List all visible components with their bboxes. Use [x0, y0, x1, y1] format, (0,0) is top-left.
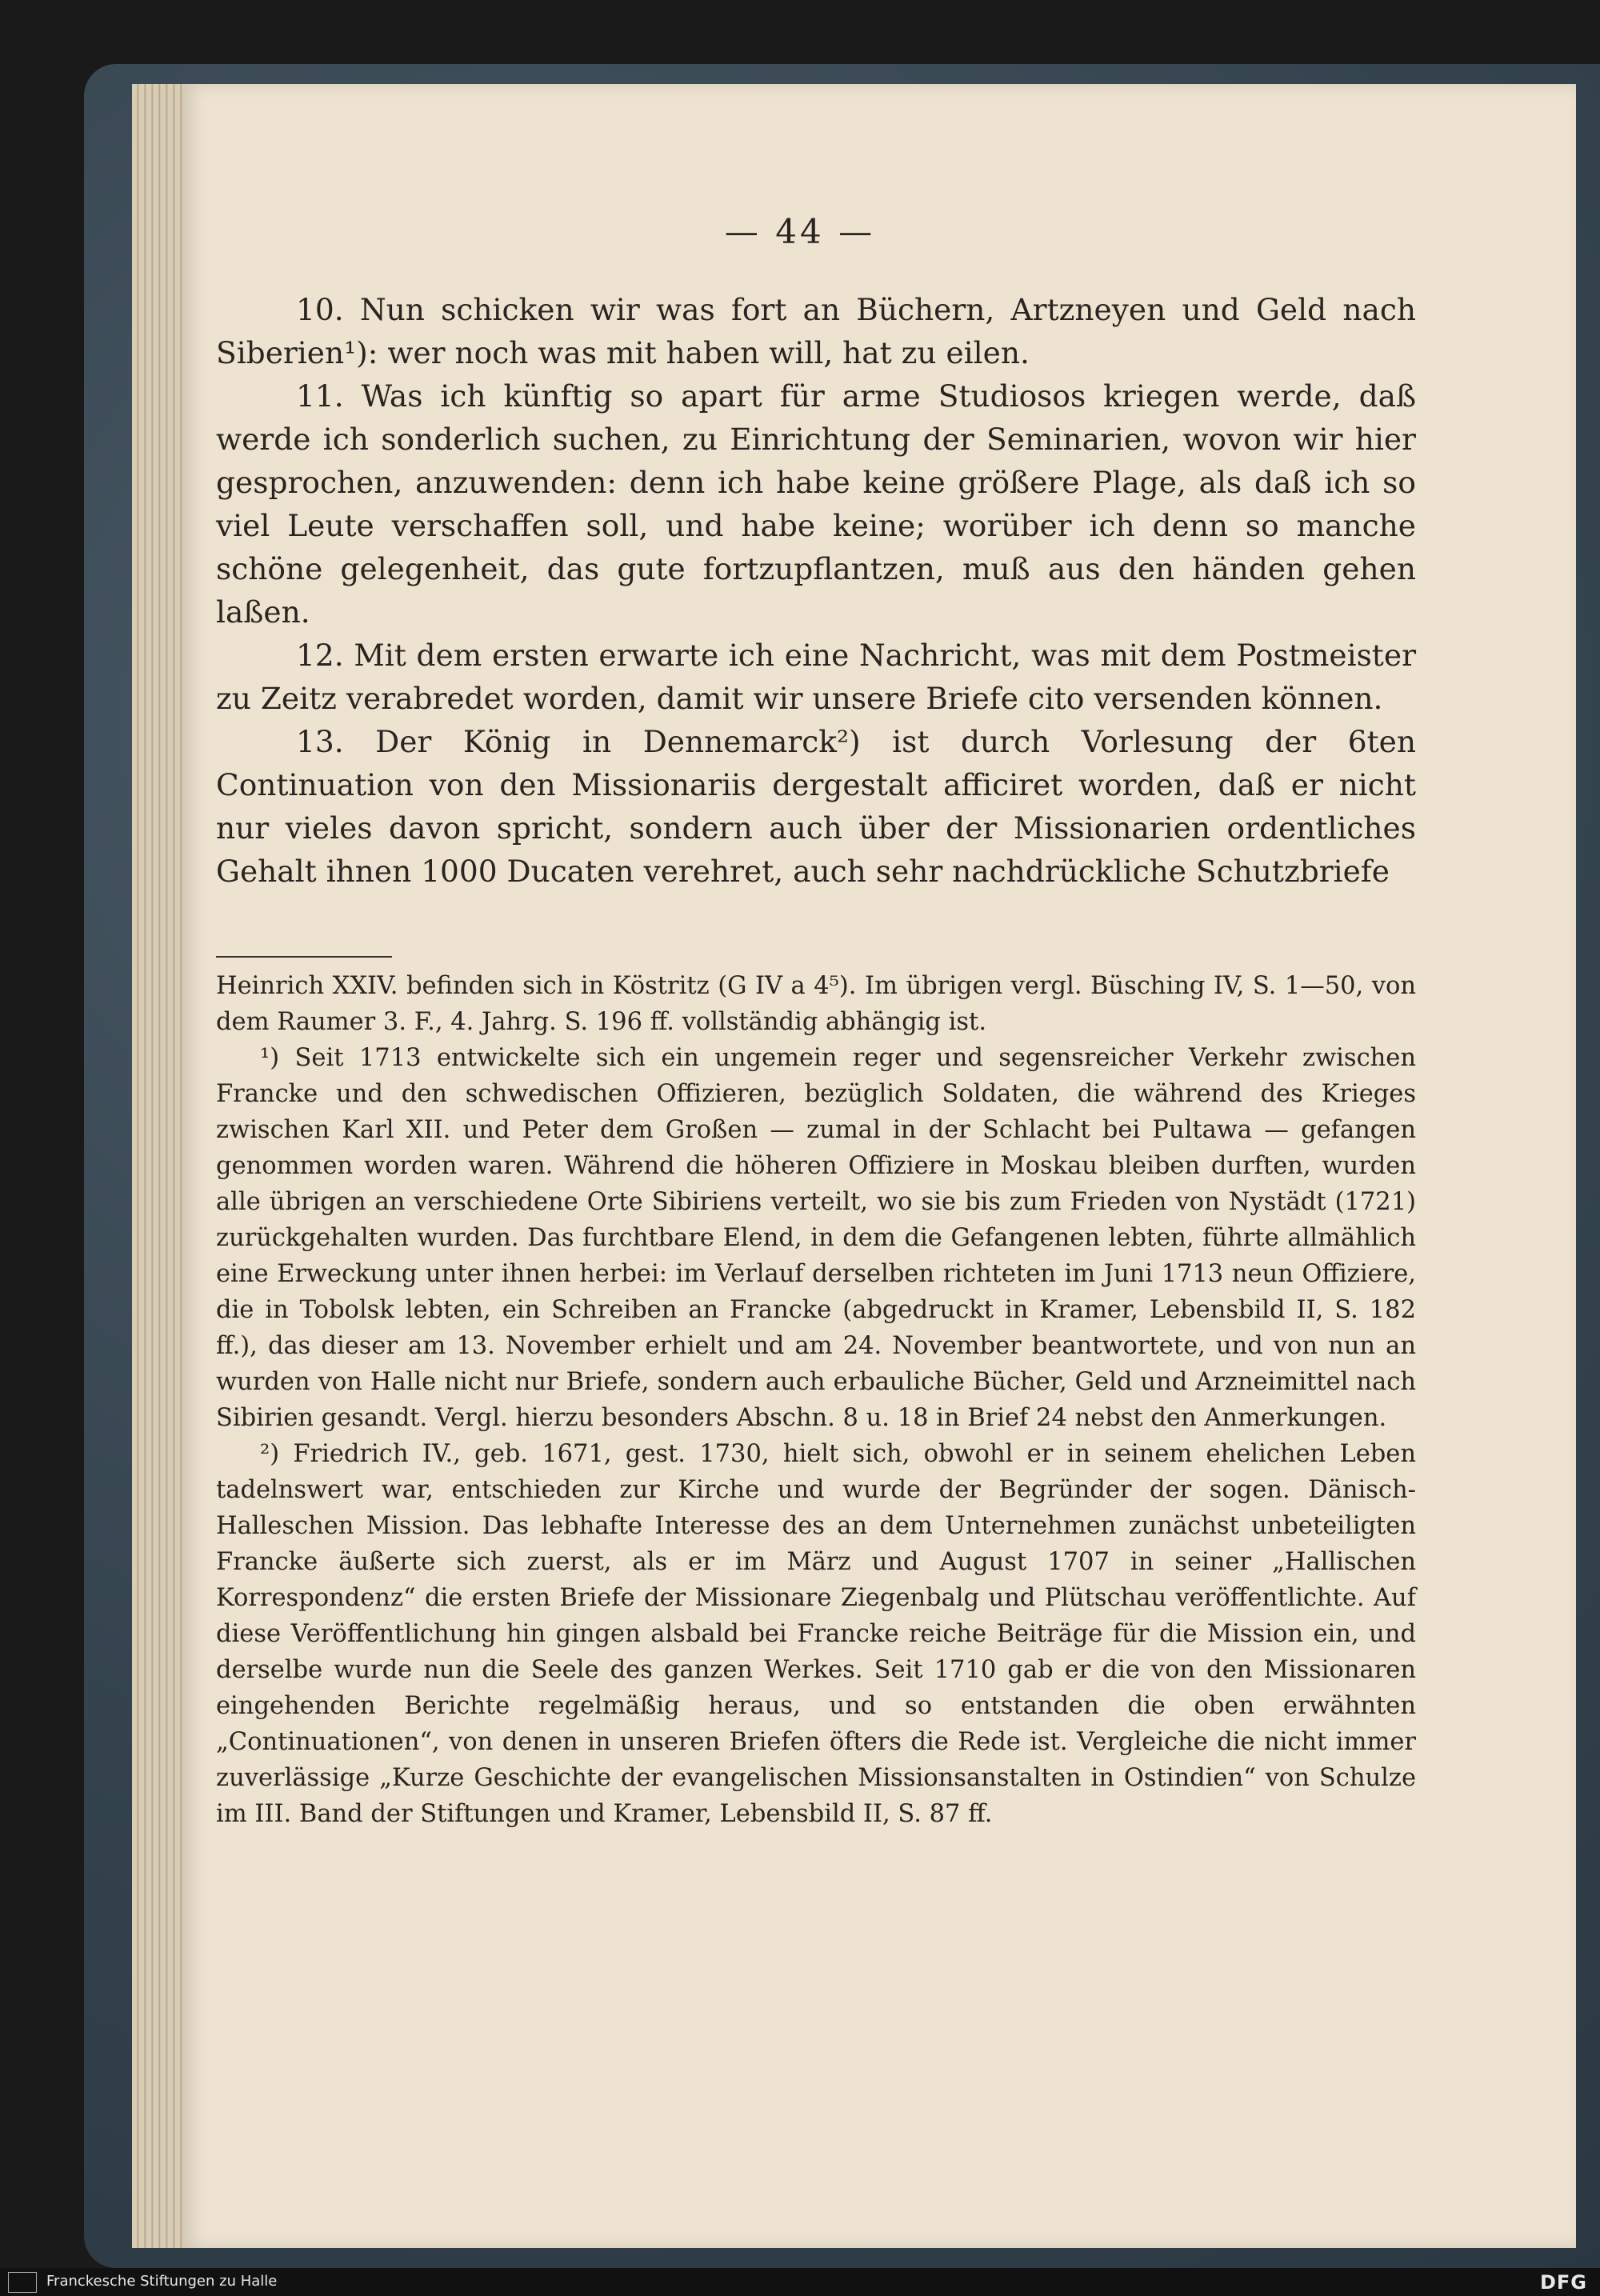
paragraph-13: 13. Der König in Dennemarck²) ist durch Vorlesung der 6ten Continuation von den Missionariis dergestalt afficiret worden, daß er nicht nur vieles davon spricht, sondern auch über der Missionarien ordentliches Gehalt ihnen 1000 Ducaten verehret, auch sehr nachdrückliche Schutzbriefe — [216, 724, 1416, 889]
page-edges — [132, 84, 188, 2248]
paragraph-12: 12. Mit dem ersten erwarte ich eine Nachricht, was mit dem Postmeister zu Zeitz verabredet worden, damit wir unsere Briefe cito versenden können. — [216, 638, 1416, 716]
main-text — [216, 288, 1416, 893]
footnotes — [216, 968, 1416, 1832]
viewer-footer — [0, 2268, 1600, 2296]
footnote-divider — [216, 956, 392, 958]
page-number: — 44 — — [724, 212, 876, 251]
paragraph-10: 10. Nun schicken wir was fort an Büchern, Artzneyen und Geld nach Siberien¹): wer noch was mit haben will, hat zu eilen. — [216, 292, 1416, 370]
institution-label: Franckesche Stiftungen zu Halle — [46, 2273, 278, 2290]
institution-logo-icon — [8, 2272, 37, 2293]
paragraph-11: 11. Was ich künftig so apart für arme Studiosos kriegen werde, daß werde ich sonderlich suchen, zu Einrichtung der Seminarien, wovon wir hier gesprochen, anzuwenden: denn ich habe keine größere Plage, als daß ich so viel Leute verschaffen soll, und habe keine; worüber ich denn so manche schöne gelegenheit, das gute fortzupflantzen, muß aus den händen gehen laßen. — [216, 378, 1416, 630]
footnote-1: ¹) Seit 1713 entwickelte sich ein ungemein reger und segensreicher Verkehr zwischen Francke und den schwedischen Offizieren, bezüglich Soldaten, die während des Krieges zwischen Karl XII. und Peter dem Großen — zumal in der Schlacht bei Pultawa — gefangen genommen worden waren. Während die höheren Offiziere in Moskau bleiben durften, wurden alle übrigen an verschiedene Orte Sibiriens verteilt, wo sie bis zum Frieden von Nystädt (1721) zurückgehalten wurden. Das furchtbare Elend, in dem die Gefangenen lebten, führte allmählich eine Erweckung unter ihnen herbei: im Verlauf derselben richteten im Juni 1713 neun Offiziere, die in Tobolsk lebten, ein Schreiben an Francke (abgedruckt in Kramer, Lebensbild II, S. 182 ff.), das dieser am 13. November erhielt und am 24. November beantwortete, und von nun an wurden von Halle nicht nur Briefe, sondern auch erbauliche Bücher, Geld und Arzneimittel nach Sibirien gesandt. Vergl. hierzu besonders Abschn. 8 u. 18 in Brief 24 nebst den Anmerkungen. — [216, 1044, 1416, 1432]
dfg-logo: DFG — [1539, 2271, 1587, 2294]
footnote-2: ²) Friedrich IV., geb. 1671, gest. 1730, hielt sich, obwohl er in seinem ehelichen Leben tadelnswert war, entschieden zur Kirche und wurde der Begründer der sogen. Dänisch-Halleschen Mission. Das lebhafte Interesse des an dem Unternehmen zunächst unbeteiligten Francke äußerte sich zuerst, als er im März und August 1707 in seiner „Hallischen Korrespondenz“ die ersten Briefe der Missionare Ziegenbalg und Plütschau veröffentlichte. Auf diese Veröffentlichung hin gingen alsbald bei Francke reiche Beiträge für die Mission ein, und derselbe wurde nun die Seele des ganzen Werkes. Seit 1710 gab er die von den Missionaren eingehenden Berichte regelmäßig heraus, und so entstanden die oben erwähnten „Continuationen“, von denen in unseren Briefen öfters die Rede ist. Vergleiche die nicht immer zuverlässige „Kurze Geschichte der evangelischen Missionsanstalten in Ostindien“ von Schulze im III. Band der Stiftungen und Kramer, Lebensbild II, S. 87 ff. — [216, 1440, 1416, 1828]
footnote-continuation: Heinrich XXIV. befinden sich in Köstritz (G IV a 4⁵). Im übrigen vergl. Büsching IV, S. 1—50, von dem Raumer 3. F., 4. Jahrg. S. 196 ff. vollständig abhängig ist. — [216, 972, 1416, 1036]
